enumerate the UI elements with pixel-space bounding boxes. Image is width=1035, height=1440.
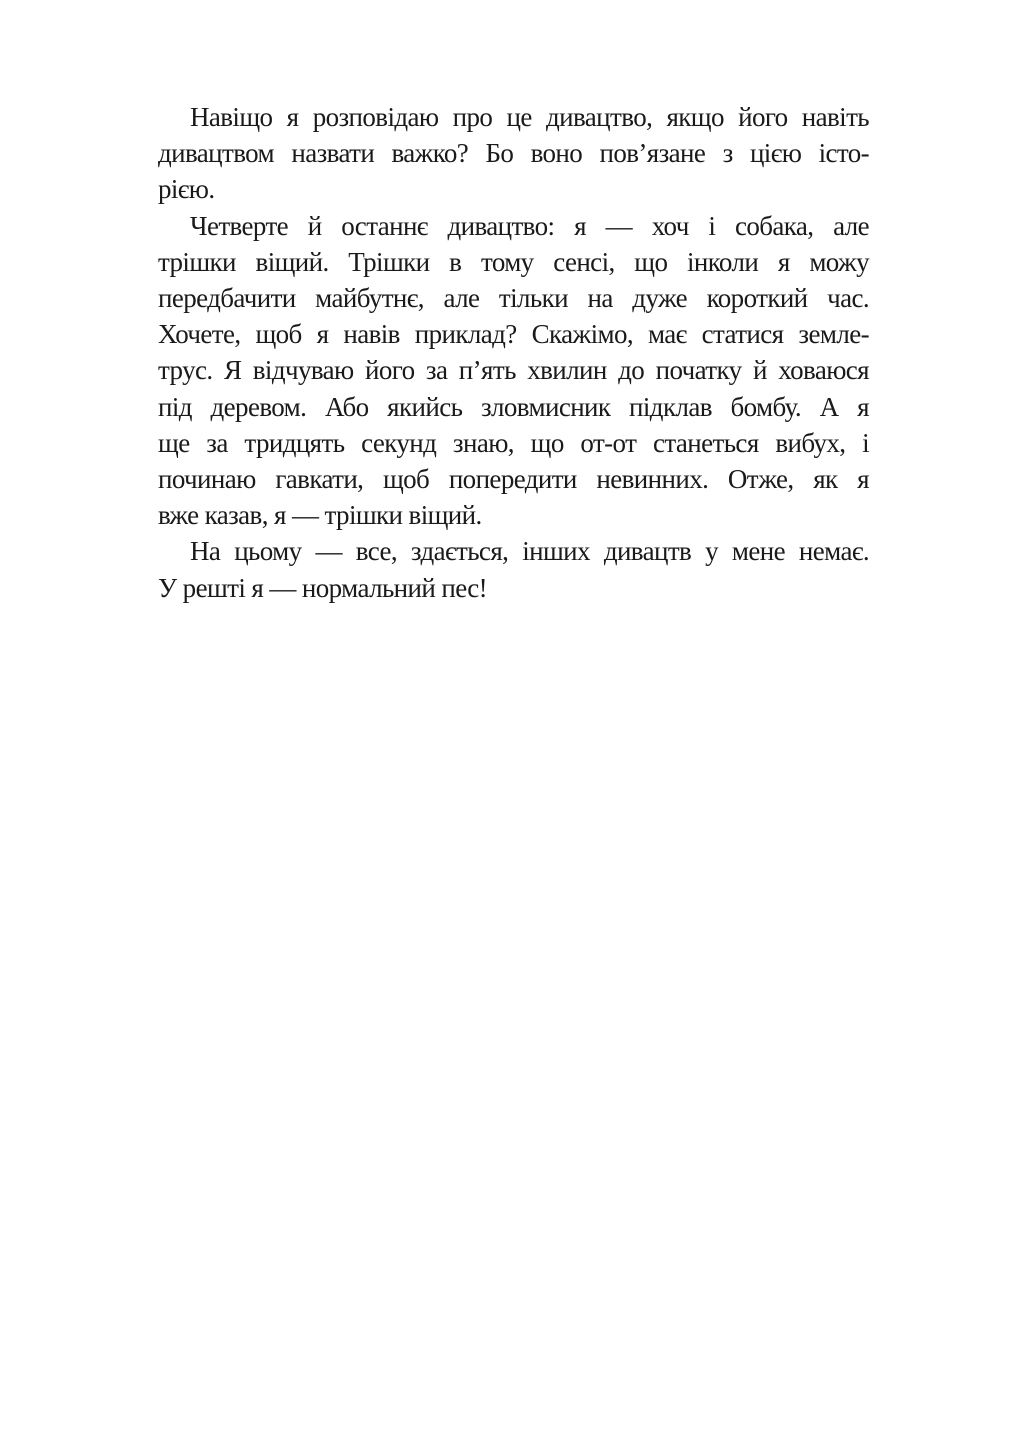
text-line: На цьому — все, здається, інших дивацтв у мене немає. (190, 536, 869, 567)
text-line: Хочете, щоб я навів приклад? Скажімо, має статися земле- (158, 319, 869, 350)
text-line: починаю гавкати, щоб попередити невинних. Отже, як я (158, 464, 869, 495)
paragraph-3 (158, 533, 869, 605)
text-line: рією. (158, 174, 215, 205)
text-line: передбачити майбутнє, але тільки на дуже короткий час. (158, 283, 869, 314)
text-line: Навіщо я розповідаю про це дивацтво, якщо його навіть (190, 102, 869, 132)
text-line: дивацтвом назвати важко? Бо воно пов’язане з цією істо- (158, 138, 869, 169)
paragraph-1 (158, 99, 869, 208)
body-text (158, 99, 869, 606)
text-line: під деревом. Або якийсь зловмисник підклав бомбу. А я (158, 391, 869, 422)
text-line: У решті я — нормальний пес! (158, 572, 488, 603)
text-line: трус. Я відчуваю його за п’ять хвилин до початку й ховаюся (158, 355, 869, 386)
text-line: Четверте й останнє дивацтво: я — хоч і собака, але (190, 210, 869, 241)
text-line: ще за тридцять секунд знаю, що от-от станеться вибух, і (158, 427, 869, 458)
text-line: вже казав, я — трішки віщий. (158, 500, 482, 531)
text-line: трішки віщий. Трішки в тому сенсі, що інколи я можу (158, 246, 869, 277)
paragraph-2 (158, 208, 869, 534)
